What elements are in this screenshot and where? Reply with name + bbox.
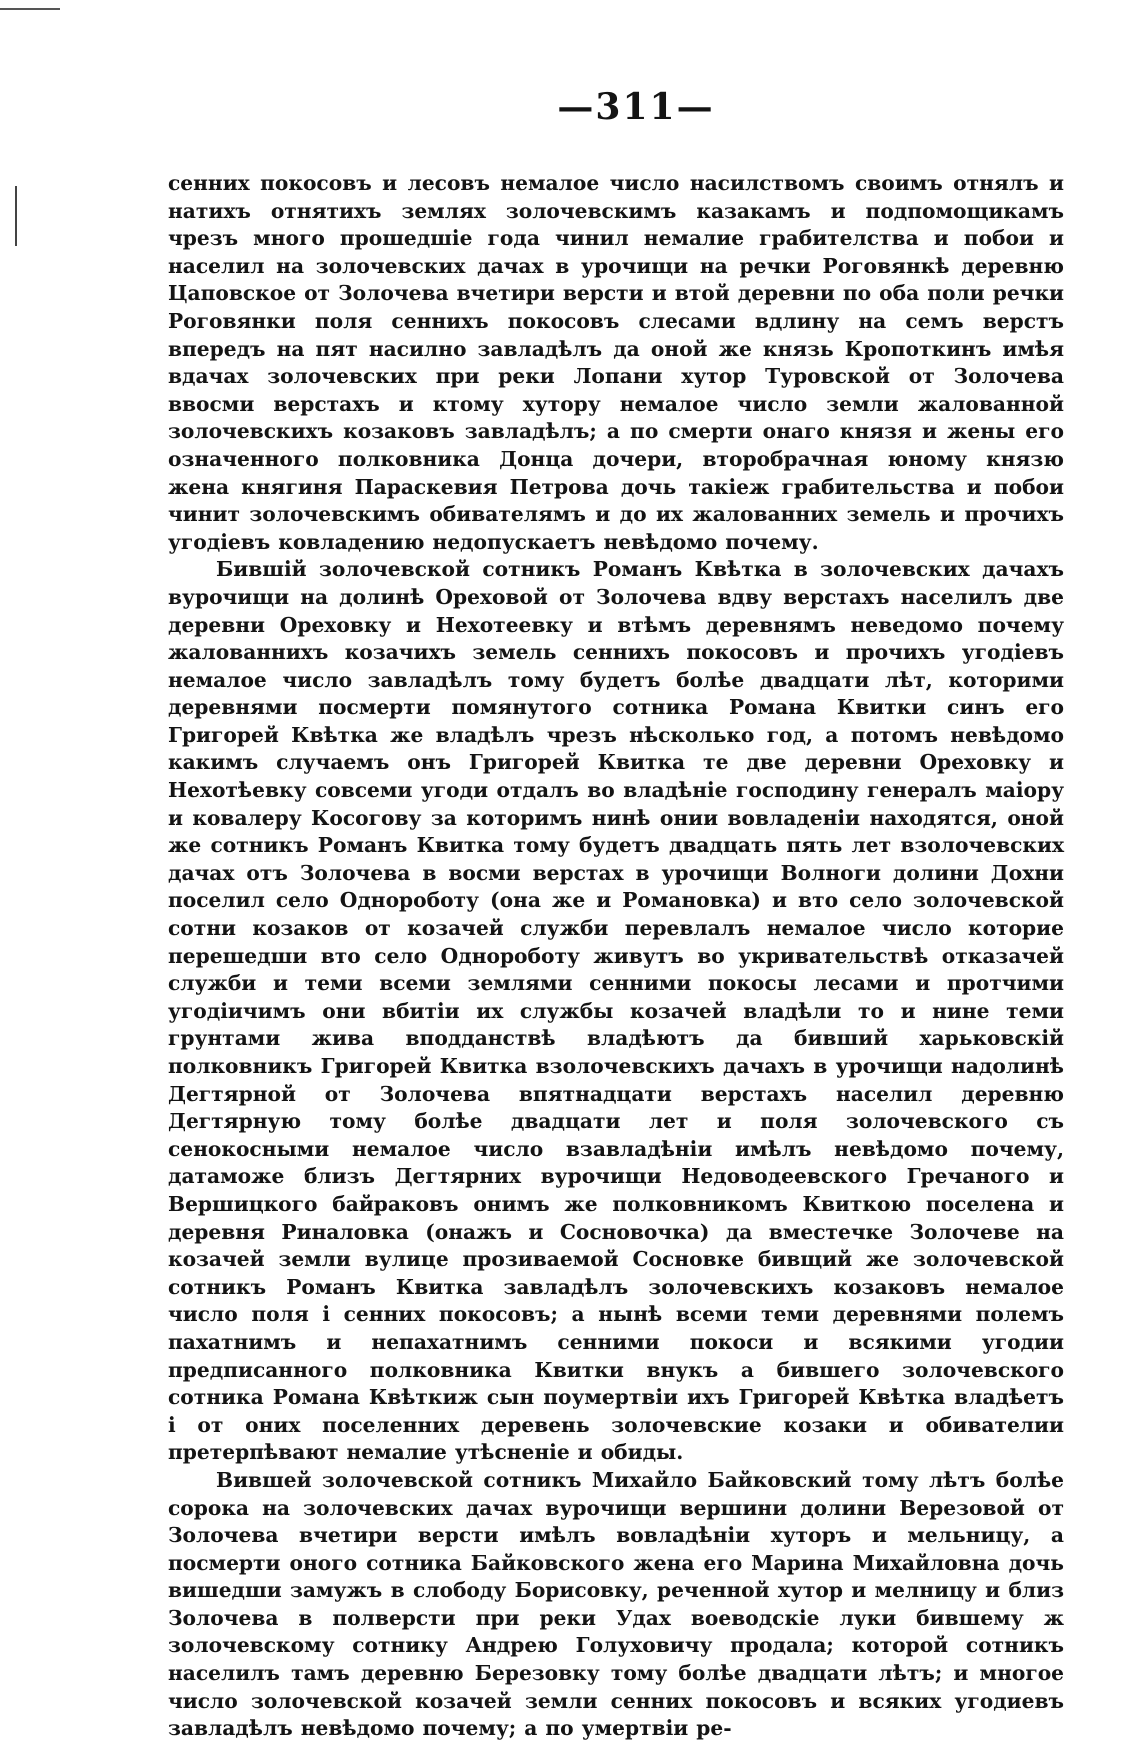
paragraph-3: Вившей золочевской сотникъ Михайло Байковский тому лѣтъ болѣе сорока на золочевских дачах вурочищи вершини долини Верезовой от Золочева вчетири версти имѣлъ вовладѣніи хуторъ и мельницу, а посмерти оного сотника Байковского жена его Марина Михайловна дочь вишедши замужъ в слободу Борисовку, реченной хутор и мелницу и близ Золочева в полверсти при реки Удах воеводскіе луки бившему ж золочевскому сотнику Андрею Голуховичу продала; которой сотникъ населилъ тамъ деревню Березовку тому болѣе двадцати лѣтъ; и многое число золочевской козачей земли сенних покосовъ и всяких угодиевъ завладѣлъ невѣдомо почему; а по умертвіи ре- [168, 1467, 1064, 1741]
corner-rule [0, 8, 60, 10]
body-text [168, 170, 1064, 1743]
paragraph-1: сенних покосовъ и лесовъ немалое число насилствомъ своимъ отнялъ и натихъ отнятихъ землях золочевскимъ казакамъ и подпомощикамъ чрезъ много прошедшіе года чинил немалие грабителства и побои и населил на золочевских дачах в урочищи на речки Роговянкѣ деревню Цаповское от Золочева вчетири версти и втой деревни по оба поли речки Роговянки поля сеннихъ покосовъ слесами вдлину на семъ верстъ впередъ на пят насилно завладѣлъ да оной же князь Кропоткинъ имѣя вдачах золочевских при реки Лопани хутор Туровской от Золочева ввосми верстахъ и ктому хутору немалое число земли жалованной золочевскихъ козаковъ завладѣлъ; а по смерти онаго князя и жены его означенного полковника Донца дочери, второбрачная юному князю жена княгиня Параскевия Петрова дочь такіеж грабительства и побои чинит золочевскимъ обивателямъ и до их жалованних земель и прочихъ угодіевъ ковладению недопускаетъ невѣдомо почему. [168, 171, 1064, 554]
page-number: —311— [557, 86, 715, 128]
paragraph-2: Бившій золочевской сотникъ Романъ Квѣтка в золочевских дачахъ вурочищи на долинѣ Ореховой от Золочева вдву верстахъ населилъ две деревни Ореховку и Нехотеевку и втѣмъ деревнямъ неведомо почему жалованнихъ козачихъ земель сеннихъ покосовъ и прочихъ угодіевъ немалое число завладѣлъ тому будетъ болѣе двадцати лѣт, которими деревнями посмерти помянутого сотника Романа Квитки синъ его Григорей Квѣтка же владѣлъ чрезъ нѣсколько год, а потомъ невѣдомо какимъ случаемъ онъ Григорей Квитка те две деревни Ореховку и Нехотѣевку совсеми угоди отдалъ во владѣніе господину генералъ маіору и ковалеру Косогову за которимъ нинѣ онии вовладеніи находятся, оной же сотникъ Романъ Квитка тому будетъ двадцать пять лет взолочевских дачах отъ Золочева в восми верстах в урочищи Волноги долини Дохни поселил село Однороботу (она же и Романовка) и вто село золочевской сотни козаков от козачей служби перевлалъ немалое число которие перешедши вто село Однороботу живутъ во укривательствѣ отказачей служби и теми всеми землями сенними покосы лесами и протчими угодіичимъ они вбитіи их службы козачей владѣли то и нине теми грунтами жива вподданствѣ владѣютъ да бивший харьковскій полковникъ Григорей Квитка взолочевскихъ дачахъ в урочищи надолинѣ Дегтярной от Золочева впятнадцати верстахъ населил деревню Дегтярную тому болѣе двадцати лет и поля золочевского съ сенокосными немалое число взавладѣніи имѣлъ невѣдомо почему, датаможе близъ Дегтярних вурочищи Недоводеевского Гречаного и Вершицкого байраковъ онимъ же полковникомъ Квиткою поселена и деревня Риналовка (онажъ и Сосновочка) да вместечке Золочеве на козачей земли вулице прозиваемой Сосновке бивщий же золочевской сотникъ Романъ Квитка завладѣлъ золочевскихъ козаковъ немалое число поля і сенних покосовъ; а нынѣ всеми теми деревнями полемъ пахатнимъ и непахатнимъ сенними покоси и всякими угодии предписанного полковника Квитки внукъ а бившего золочевского сотника Романа Квѣткиж сын поумертвіи ихъ Григорей Квѣтка владѣетъ і от оних поселенних деревень золочевские козаки и обивателии претерпѣвают немалие утѣсненіе и обиды. [168, 557, 1064, 1465]
margin-rule [15, 186, 17, 246]
